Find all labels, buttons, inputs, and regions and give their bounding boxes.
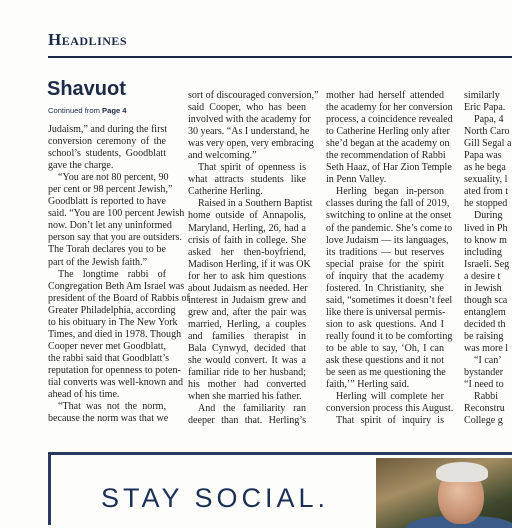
section-heading: Headlines (48, 30, 128, 49)
text-line: involved with the academy for (188, 114, 311, 126)
section-rule (48, 56, 512, 58)
text-line: decided th (464, 318, 506, 330)
text-line: Rabbi (474, 391, 498, 403)
text-line: be raising (464, 330, 504, 342)
text-line: Eric Papa. (464, 102, 506, 114)
text-line: he stopped (464, 198, 508, 210)
text-line: to be able to say, ‘Oh, I can (326, 342, 444, 354)
text-line: That spirit of inquiry is (336, 415, 444, 427)
text-line: asked her then-boyfriend, (188, 246, 306, 258)
text-line: similarly (464, 90, 500, 101)
text-line: Reconstru (464, 403, 505, 415)
text-line: part of the Jewish faith.” (48, 256, 148, 268)
text-line: Goodblatt is reported to have (48, 196, 166, 208)
article-column-4 (464, 90, 512, 427)
text-line: love Judaism — its languages, (326, 234, 449, 246)
text-line: and families therapist in (188, 330, 306, 342)
text-line: as he bega (464, 162, 506, 174)
text-line: tial converts was well-known and (48, 376, 184, 388)
text-line: 30 years. “As I understand, he (188, 126, 310, 138)
text-line: conversion process this August. (326, 403, 454, 415)
text-line: grew and, after the pair was (188, 306, 306, 318)
text-line: Madison Herling, if it was OK (188, 258, 311, 270)
text-line: was more l (464, 342, 509, 354)
text-line: to Catherine Herling only after (326, 126, 450, 138)
text-line: process, a coincidence revealed (326, 114, 453, 126)
text-line: now. Don’t let any uninformed (48, 220, 172, 232)
text-line: Cooper never met Goodblatt, (48, 340, 166, 352)
text-line: because the norm was that we (48, 413, 169, 425)
text-line: to his obituary in The New York (48, 316, 178, 328)
text-line: mother had herself attended (326, 90, 444, 101)
text-line: to know m (464, 234, 507, 246)
text-line: in Penn Valley. (326, 174, 387, 186)
text-line: in Jewish (464, 282, 502, 294)
ad-photo (376, 458, 512, 528)
article-column-3 (326, 90, 454, 427)
text-line: North Caro (464, 126, 510, 138)
text-line: “You are not 80 percent, 90 (58, 172, 169, 184)
text-line: what attracts students like (188, 174, 306, 186)
text-line: the academy for her conversion (326, 102, 453, 114)
text-line: she’d began at the academy on (326, 138, 450, 150)
continued-prefix: Continued from (48, 106, 103, 115)
text-line: including (464, 246, 502, 258)
text-line: said. “You are 100 percent Jewish (48, 208, 185, 220)
text-line: about Judaism as needed. Her (188, 282, 308, 294)
text-line: his mother had converted (188, 379, 306, 391)
text-line: the rabbi said that Goodblatt’s (48, 352, 170, 364)
text-line: During (474, 210, 503, 222)
text-line: of the pandemic. She’s come to (326, 222, 453, 234)
text-line: Catherine Herling. (188, 186, 263, 198)
text-line: of inquiry that the academy (326, 270, 444, 282)
text-line: entanglem (464, 306, 506, 318)
text-line: Maryland, Herling, 26, had a (188, 222, 306, 234)
text-line: gave the charge. (48, 160, 114, 172)
text-line: And the familiarity ran (198, 403, 306, 415)
text-line: the recommendation of Rabbi (326, 150, 446, 162)
text-line: conversion ceremony of the (48, 136, 166, 148)
text-line: per cent or 98 percent Jewish,” (48, 184, 173, 196)
text-line: special praise for the spirit (326, 258, 444, 270)
text-line: familiar ride to her husband; (188, 367, 306, 379)
text-line: was very open, very embracing (188, 138, 314, 150)
text-line: That spirit of openness is (198, 162, 306, 174)
text-line: Raised in a Southern Baptist (198, 198, 313, 210)
text-line: said, “sometimes it doesn’t feel (326, 294, 453, 306)
text-line: its traditions — but reserves (326, 246, 444, 258)
text-line: College g (464, 415, 503, 427)
text-line: home outside of Annapolis, (188, 210, 306, 222)
text-line: a desire t (464, 270, 501, 282)
text-line: fostered. In Christianity, she (326, 282, 444, 294)
text-line: sexuality, l (464, 174, 508, 186)
continued-from-note (48, 106, 127, 115)
text-line: reputation for openness to poten- (48, 364, 181, 376)
text-line: Times, and died in 1978. Though (48, 328, 182, 340)
stay-social-ad[interactable] (48, 452, 512, 525)
text-line: when she married his father. (188, 391, 302, 403)
text-line: The longtime rabbi of (58, 268, 166, 280)
text-line: “I can’ (474, 355, 502, 367)
text-line: interest in Judaism grew and (188, 294, 306, 306)
text-line: Seth Haaz, of Har Zion Temple (326, 162, 452, 174)
text-line: crisis of faith in college. She (188, 234, 306, 246)
text-line: bystander (464, 367, 504, 379)
text-line: “I need to (464, 379, 504, 391)
text-line: Gill Segal a (464, 138, 512, 150)
text-line: “That was not the norm, (58, 401, 166, 413)
text-line: deeper than that. Herling’s (188, 415, 306, 427)
text-line: Papa was (464, 150, 502, 162)
text-line: person say that you are outsiders. (48, 232, 182, 244)
article-title: Shavuot (47, 78, 126, 100)
article-column-1 (48, 124, 190, 425)
text-line: Israeli. Seg (464, 258, 510, 270)
text-line: lived in Ph (464, 222, 508, 234)
text-line: Congregation Beth Am Israel was (48, 280, 185, 292)
text-line: ahead of his time. (48, 389, 120, 401)
text-line: like there is universal permis- (326, 306, 446, 318)
text-line: Papa, 4 (474, 114, 504, 126)
text-line: Greater Philadelphia, according (48, 304, 176, 316)
text-line: The Torah declares you to be (48, 244, 166, 256)
text-line: for her to ask him questions (188, 270, 306, 282)
text-line: switching to online at the onset (326, 210, 452, 222)
text-line: sion to ask questions. And I (326, 318, 444, 330)
text-line: Bala Cynwyd, decided that (188, 342, 306, 354)
article-column-2 (188, 90, 319, 427)
text-line: Herling will complete her (336, 391, 444, 403)
text-line: ask these questions and it not (326, 355, 444, 367)
ad-headline: STAY SOCIAL. (101, 483, 330, 513)
continued-page-link[interactable]: Page 4 (102, 106, 127, 115)
text-line: Judaism,” and during the first (48, 124, 168, 135)
text-line: school’s students, Goodblatt (48, 148, 166, 160)
text-line: though sca (464, 294, 508, 306)
text-line: president of the Board of Rabbis of (48, 292, 190, 304)
text-line: and welcoming.” (188, 150, 257, 162)
text-line: ated from t (464, 186, 509, 198)
photo-hair (436, 462, 488, 482)
text-line: really found it to be comforting (326, 330, 453, 342)
text-line: classes during the fall of 2019, (326, 198, 450, 210)
text-line: she would convert. It was a (188, 355, 306, 367)
text-line: sort of discouraged conversion,” (188, 90, 319, 101)
text-line: married, Herling, a couples (188, 318, 306, 330)
text-line: Herling began in-person (336, 186, 444, 198)
text-line: said Cooper, who has been (188, 102, 306, 114)
text-line: faith,’” Herling said. (326, 379, 410, 391)
text-line: be seen as me questioning the (326, 367, 446, 379)
